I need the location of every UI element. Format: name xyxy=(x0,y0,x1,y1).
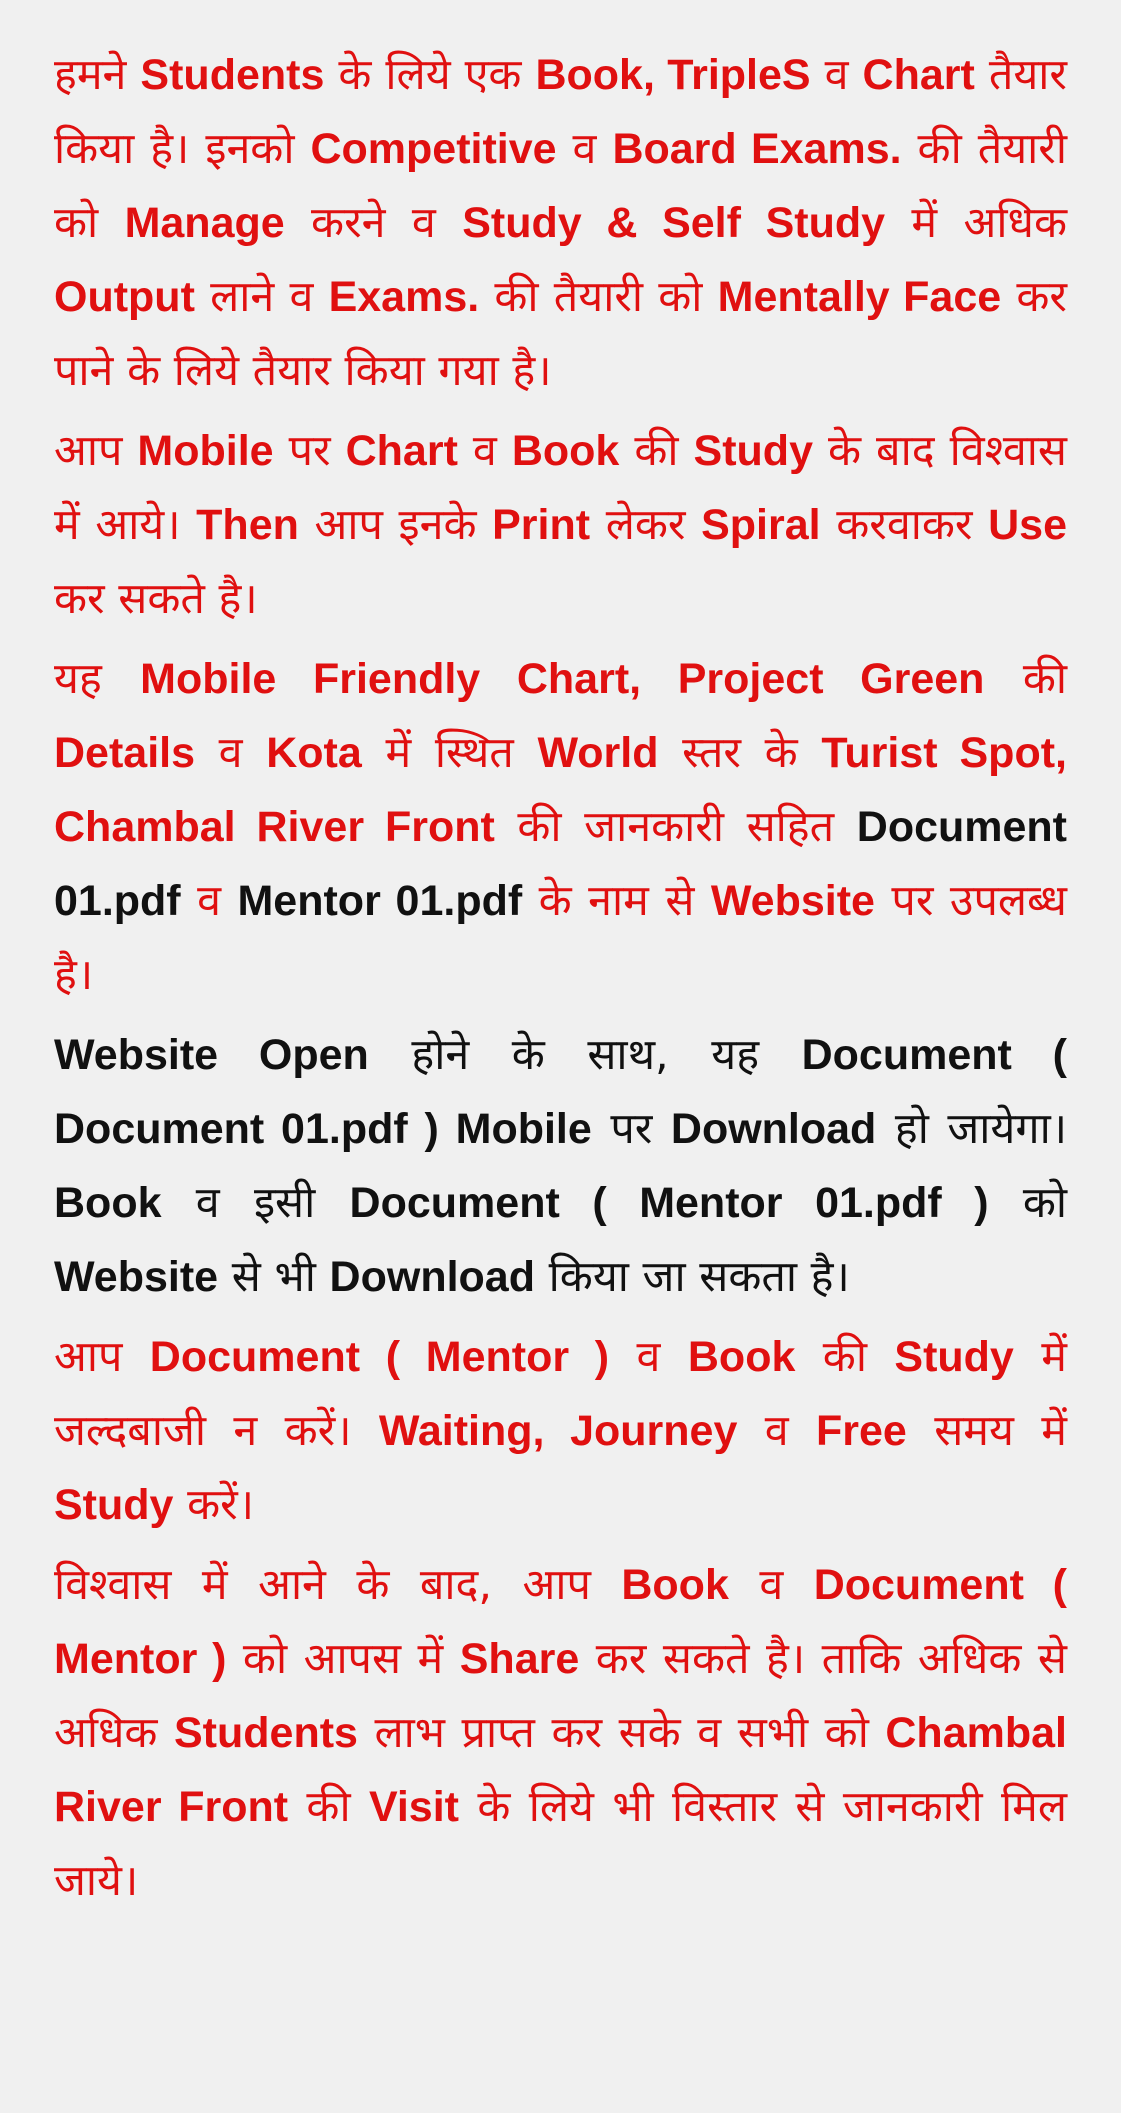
text-segment: लेकर xyxy=(590,500,702,550)
bold-text-segment: Free xyxy=(816,1407,907,1455)
text-segment: व xyxy=(737,1406,816,1456)
bold-text-segment: Competitive xyxy=(310,125,557,173)
bold-text-segment: Download xyxy=(329,1253,535,1301)
text-segment: व xyxy=(810,50,863,100)
bold-text-segment: Study & Self Study xyxy=(462,199,886,247)
text-segment: यह xyxy=(54,654,141,704)
text-segment: पर xyxy=(591,1104,671,1154)
bold-text-segment: Share xyxy=(459,1635,580,1683)
text-segment: कर सकते है। xyxy=(54,574,258,624)
bold-text-segment: Study xyxy=(894,1333,1014,1381)
bold-text-segment: Document 01.pdf xyxy=(54,803,1067,925)
bold-text-segment: Study xyxy=(54,1481,174,1529)
text-segment: करवाकर xyxy=(820,500,989,550)
text-segment: व xyxy=(195,728,267,778)
bold-text-segment: Document ( Mentor 01.pdf ) xyxy=(349,1179,989,1227)
bold-text-segment: Board Exams. xyxy=(612,125,902,173)
bold-text-segment: Then xyxy=(196,501,299,549)
text-segment: करें। xyxy=(173,1480,255,1530)
text-segment: के नाम से xyxy=(522,876,711,926)
text-segment: की तैयारी को xyxy=(479,272,718,322)
bold-text-segment: Mobile xyxy=(137,427,274,475)
text-segment: आप इनके xyxy=(298,500,493,550)
paragraph-intro xyxy=(54,38,1067,408)
text-segment: व xyxy=(728,1560,814,1610)
bold-text-segment: Print xyxy=(492,501,591,549)
bold-text-segment: Study xyxy=(693,427,813,475)
text-segment: लाने व xyxy=(194,272,329,322)
bold-text-segment: Website xyxy=(54,1253,219,1301)
bold-text-segment: Kota xyxy=(266,729,362,777)
text-segment: व xyxy=(457,426,512,476)
text-segment: से भी xyxy=(218,1252,330,1302)
bold-text-segment: Manage xyxy=(124,199,285,247)
bold-text-segment: Mentor 01.pdf xyxy=(237,877,523,925)
text-segment: व xyxy=(609,1332,688,1382)
text-segment: की xyxy=(619,426,694,476)
bold-text-segment: Download xyxy=(670,1105,877,1153)
text-segment: के लिये एक xyxy=(324,50,536,100)
text-segment: को xyxy=(988,1178,1067,1228)
paragraph-mobile-chart xyxy=(54,642,1067,1012)
bold-text-segment: Document ( Mentor ) xyxy=(54,1561,1068,1683)
text-segment: समय में xyxy=(906,1406,1067,1456)
bold-text-segment: Chambal River Front xyxy=(54,1709,1067,1831)
bold-text-segment: Turist Spot, Chambal River Front xyxy=(54,729,1067,851)
text-segment: हो जायेगा। xyxy=(876,1104,1067,1154)
text-segment: को आपस में xyxy=(226,1634,460,1684)
paragraph-no-hurry xyxy=(54,1320,1067,1542)
text-segment: लाभ प्राप्त कर सके व सभी को xyxy=(357,1708,886,1758)
text-segment: करने व xyxy=(284,198,463,248)
bold-text-segment: Document ( Mentor ) xyxy=(149,1333,610,1381)
text-segment: पर xyxy=(273,426,346,476)
text-segment: पर उपलब्ध है। xyxy=(54,876,1068,1000)
text-segment: व xyxy=(180,876,238,926)
bold-text-segment: Use xyxy=(988,501,1067,549)
bold-text-segment: Book xyxy=(54,1179,162,1227)
text-segment: व इसी xyxy=(161,1178,350,1228)
text-segment: में जल्दबाजी न करें। xyxy=(54,1332,1067,1456)
text-segment: की xyxy=(984,654,1067,704)
bold-text-segment: Waiting, Journey xyxy=(378,1407,738,1455)
text-segment: होने के साथ, यह xyxy=(368,1030,802,1080)
bold-text-segment: Mobile Friendly Chart, Project Green xyxy=(140,655,985,703)
bold-text-segment: Book xyxy=(511,427,620,475)
text-segment: तैयार किया है। इनको xyxy=(54,50,1068,174)
text-segment: की तैयारी को xyxy=(54,124,1068,248)
paragraph-website-download xyxy=(54,1018,1067,1314)
bold-text-segment: Spiral xyxy=(701,501,821,549)
text-segment: हमने xyxy=(54,50,141,100)
bold-text-segment: Mentally Face xyxy=(717,273,1002,321)
text-segment: कर सकते है। ताकि अधिक से अधिक xyxy=(54,1634,1067,1758)
text-segment: के बाद विश्वास में आये। xyxy=(54,426,1067,550)
text-segment: विश्वास में आने के बाद, आप xyxy=(54,1560,622,1610)
text-segment: की जानकारी सहित xyxy=(494,802,857,852)
text-segment: में अधिक xyxy=(885,198,1067,248)
paragraph-mobile-study xyxy=(54,414,1067,636)
bold-text-segment: Book, TripleS xyxy=(535,51,811,99)
text-segment: स्तर के xyxy=(658,728,822,778)
paragraph-share xyxy=(54,1548,1067,1918)
text-segment: आप xyxy=(54,1332,150,1382)
text-segment: किया जा सकता है। xyxy=(534,1252,850,1302)
text-segment: व xyxy=(556,124,613,174)
bold-text-segment: Visit xyxy=(368,1783,459,1831)
text-segment: में स्थित xyxy=(361,728,538,778)
bold-text-segment: Chart xyxy=(862,51,975,99)
bold-text-segment: Website Open xyxy=(54,1031,369,1079)
text-segment: की xyxy=(288,1782,369,1832)
bold-text-segment: Website xyxy=(710,877,875,925)
text-segment: की xyxy=(795,1332,895,1382)
text-segment: आप xyxy=(54,426,138,476)
bold-text-segment: Students xyxy=(174,1709,358,1757)
bold-text-segment: Details xyxy=(54,729,196,777)
bold-text-segment: Book xyxy=(687,1333,796,1381)
bold-text-segment: Students xyxy=(140,51,325,99)
bold-text-segment: Chart xyxy=(345,427,458,475)
bold-text-segment: Exams. xyxy=(328,273,480,321)
bold-text-segment: World xyxy=(537,729,659,777)
text-segment: के लिये भी विस्तार से जानकारी मिल जाये। xyxy=(54,1782,1067,1906)
bold-text-segment: Document ( Document 01.pdf ) Mobile xyxy=(54,1031,1067,1153)
bold-text-segment: Book xyxy=(621,1561,729,1609)
text-segment: कर पाने के लिये तैयार किया गया है। xyxy=(54,272,1068,396)
bold-text-segment: Output xyxy=(54,273,195,321)
